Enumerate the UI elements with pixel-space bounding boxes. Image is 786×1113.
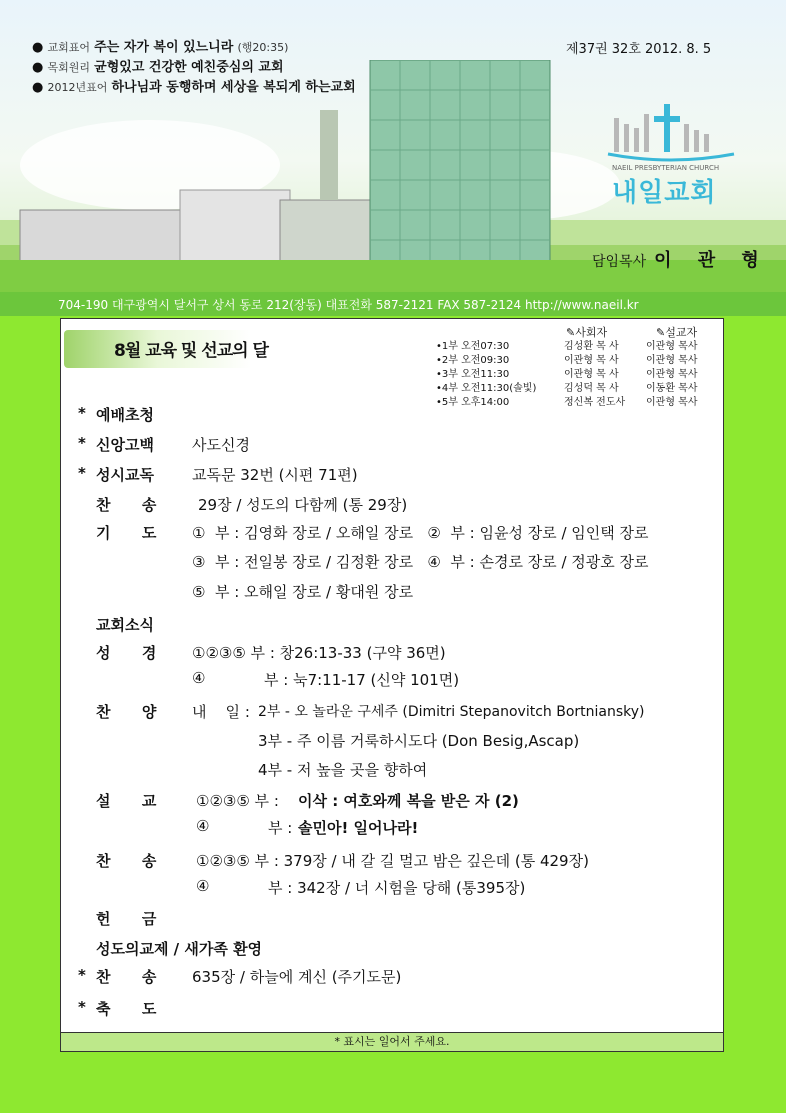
final-hymn-label: 찬 송: [96, 968, 157, 986]
anthem-line: 3부 - 주 이름 거룩하시도다 (Don Besig,Ascap): [258, 732, 580, 750]
address-bar: [0, 292, 786, 316]
creed-label: 신앙고백: [96, 436, 154, 454]
closing-hymn-label: 찬 송: [96, 852, 157, 870]
standing-mark: *: [78, 434, 86, 452]
creed-text: 사도신경: [192, 436, 250, 454]
closing-hymn-number: ④: [196, 877, 210, 895]
closing-hymn-line: ①②③⑤ 부 : 379장 / 내 갈 길 멀고 밤은 깊은데 (통 429장): [196, 852, 589, 870]
schedule-row: •5부 오후14:00 정신복 전도사 이관형 목사: [436, 397, 698, 408]
issue-number: 제37권 32호 2012. 8. 5: [566, 42, 712, 57]
prayer-line: ⑤ 부 : 오해일 장로 / 황대원 장로: [192, 583, 414, 601]
schedule-row: •1부 오전07:30 김성환 목 사 이관형 목사: [436, 341, 698, 352]
standing-note: * 표시는 일어서 주세요.: [60, 1032, 724, 1052]
month-theme-banner: [64, 330, 298, 368]
final-hymn-text: 635장 / 하늘에 계신 (주기도문): [192, 968, 402, 986]
responsive-reading-label: 성시교독: [96, 466, 154, 484]
pastor-name: 이 관 형: [654, 250, 769, 271]
standing-mark: *: [78, 464, 86, 482]
logo-english-name: NAEIL PRESBYTERIAN CHURCH: [612, 164, 720, 172]
standing-mark: *: [78, 998, 86, 1016]
prayer-line: ③ 부 : 전일봉 장로 / 김정환 장로 ④ 부 : 손경로 장로 / 정광호 장로: [192, 553, 649, 571]
schedule-header-preacher: ✎설교자: [656, 326, 698, 339]
sermon-number: ④: [196, 817, 210, 835]
anthem-line: 4부 - 저 높을 곳을 향하여: [258, 761, 428, 779]
schedule-row: •3부 오전11:30 이관형 목 사 이관형 목사: [436, 369, 698, 380]
invocation-label: 예배초청: [96, 406, 154, 424]
anthem-head: 내 일 :: [192, 703, 250, 721]
responsive-reading-text: 교독문 32번 (시편 71편): [192, 466, 358, 484]
scripture-label: 성 경: [96, 644, 157, 662]
sermon-prefix: 부 :: [268, 819, 293, 837]
offering-label: 헌 금: [96, 910, 157, 928]
standing-mark: *: [78, 404, 86, 422]
prayer-line: ① 부 : 김영화 장로 / 오해일 장로 ② 부 : 임윤성 장로 / 임인택 장로: [192, 524, 649, 542]
anthem-line: 2부 - 오 놀라운 구세주 (Dimitri Stepanovitch Bortniansky): [258, 704, 645, 720]
benediction-label: 축 도: [96, 1000, 157, 1018]
sermon-title: 이삭 : 여호와께 복을 받은 자 (2): [298, 792, 519, 810]
church-address: 704-190 대구광역시 달서구 상서 동로 212(장동) 대표전화 587-2121 FAX 587-2124 http://www.naeil.kr: [58, 298, 639, 312]
church-logo: [606, 104, 736, 208]
hymn-label: 찬 송: [96, 496, 157, 514]
motto-line: ● 2012년표어 하나님과 동행하며 세상을 복되게 하는교회: [32, 80, 356, 95]
sermon-title: 솔민아! 일어나라!: [298, 819, 419, 837]
month-title: 8월 교육 및 선교의 달: [114, 341, 268, 361]
schedule-row: •2부 오전09:30 이관형 목 사 이관형 목사: [436, 355, 698, 366]
logo-korean-name: 내일교회: [612, 178, 717, 208]
fellowship-label: 성도의교제 / 새가족 환영: [96, 940, 263, 958]
church-news-label: 교회소식: [96, 616, 154, 634]
hymn-text: 29장 / 성도의 다함께 (통 29장): [198, 496, 408, 514]
closing-hymn-line: 부 : 342장 / 너 시험을 당해 (통395장): [268, 879, 526, 897]
anthem-label: 찬 양: [96, 703, 157, 721]
service-schedule: [436, 340, 726, 410]
senior-pastor: [592, 246, 769, 272]
church-mottos: [32, 38, 356, 98]
schedule-row: •4부 오전11:30(솔빛) 김성덕 목 사 이동환 목사: [436, 383, 698, 394]
church-logo-icon: [606, 104, 736, 164]
bulletin-header: [0, 0, 786, 292]
scripture-line: ①②③⑤ 부 : 창26:13-33 (구약 36면): [192, 644, 446, 662]
motto-line: ● 목회원리 균형있고 건강한 예친중심의 교회: [32, 60, 284, 75]
schedule-header-leader: ✎사회자: [566, 326, 608, 339]
scripture-number: ④: [192, 669, 206, 687]
sermon-number: ①②③⑤ 부 :: [196, 792, 279, 810]
standing-mark: *: [78, 966, 86, 984]
pastor-title: 담임목사: [592, 254, 647, 270]
prayer-label: 기 도: [96, 524, 157, 542]
scripture-line: 부 : 눅7:11-17 (신약 101면): [264, 671, 460, 689]
sermon-label: 설 교: [96, 792, 157, 810]
motto-line: ● 교회표어 주는 자가 복이 있느니라 (행20:35): [32, 40, 289, 55]
